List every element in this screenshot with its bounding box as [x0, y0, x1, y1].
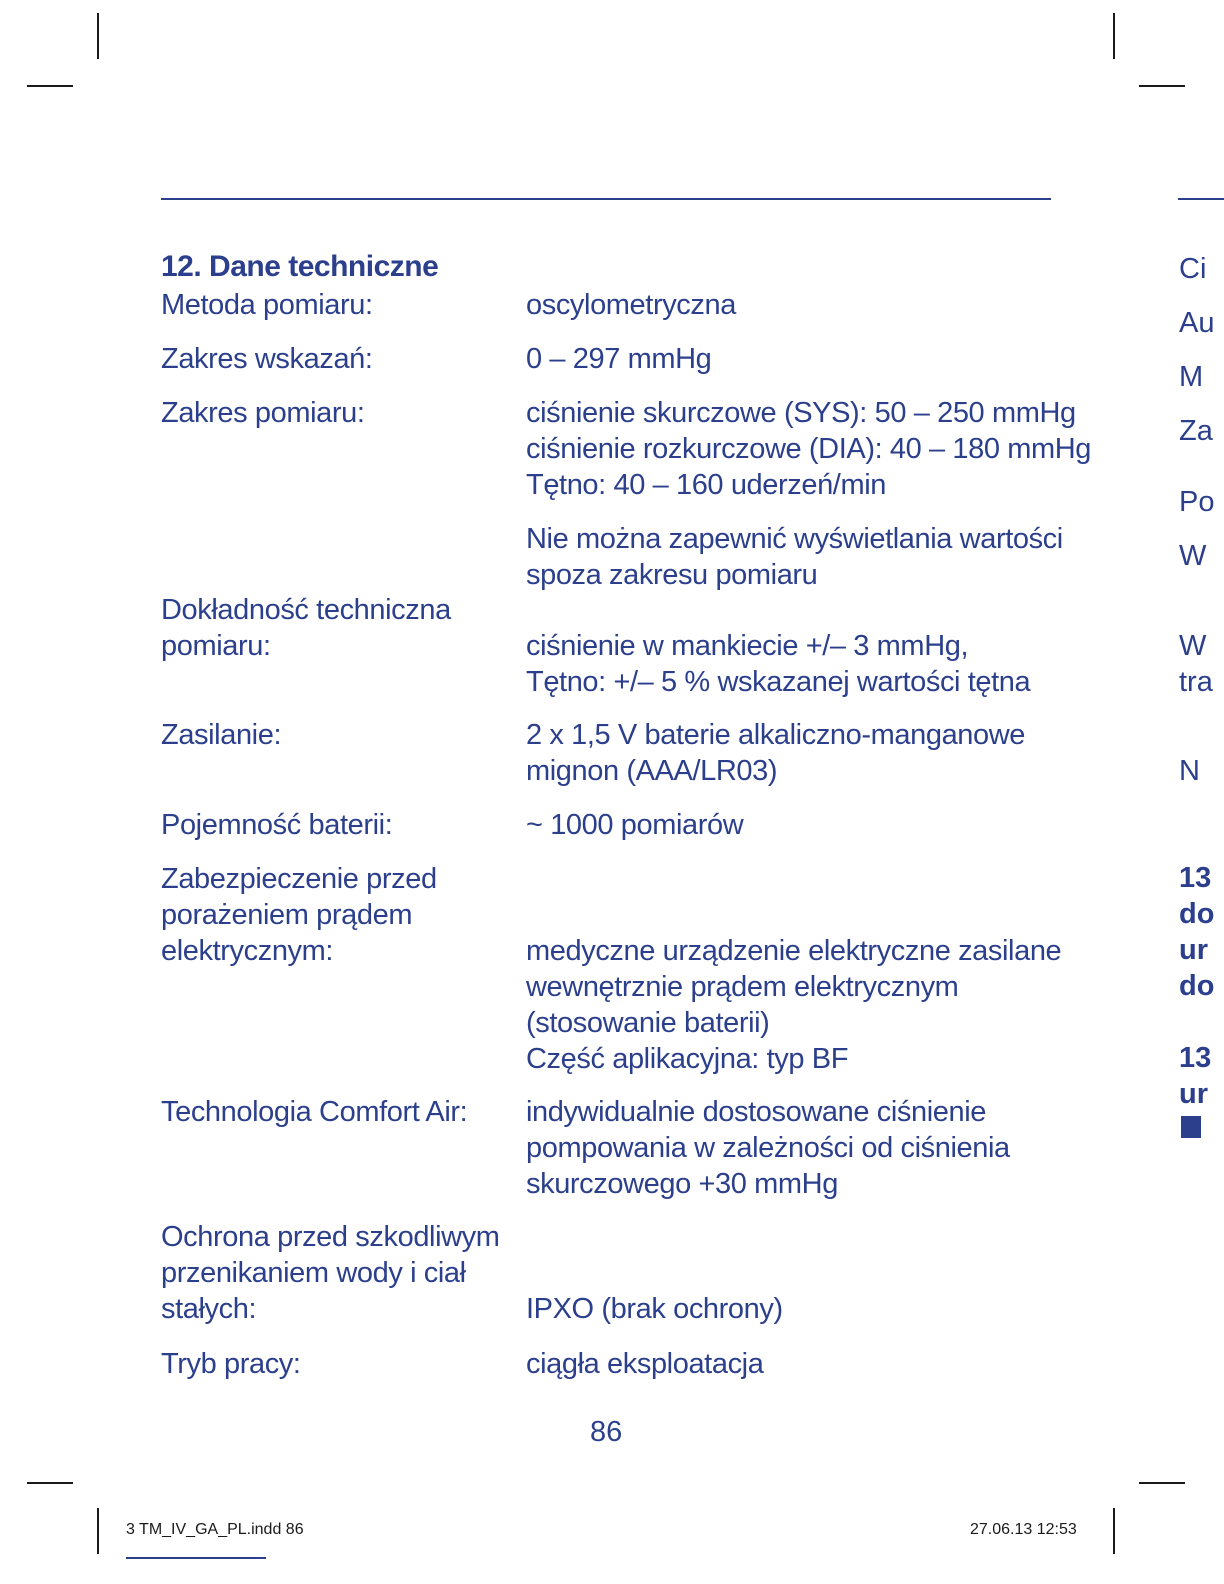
value-comfort-air: indywidualnie dostosowane ciśnienie pompowania w zależności od ciśnienia skurczowego +30 mmHg [526, 1096, 1010, 1200]
label-shock-protection: Zabezpieczenie przed porażeniem prądem elektrycznym: [161, 863, 437, 967]
adjacent-fragment: do [1179, 898, 1215, 930]
crop-mark [1139, 85, 1185, 87]
crop-mark [1113, 13, 1115, 59]
adjacent-fragment: ur [1179, 1078, 1208, 1110]
value-shock-protection: medyczne urządzenie elektryczne zasilane wewnętrznie prądem elektrycznym (stosowanie baterii) Część aplikacyjna: typ BF [526, 935, 1062, 1075]
adjacent-header-rule [1178, 198, 1224, 200]
slug-timestamp: 27.06.13 12:53 [970, 1521, 1077, 1538]
adjacent-fragment: tra [1179, 666, 1213, 698]
value-accuracy: ciśnienie w mankiecie +/– 3 mmHg, Tętno: +/– 5 % wskazanej wartości tętna [526, 630, 1031, 698]
adjacent-fragment: do [1179, 970, 1215, 1002]
label-measurement-method: Metoda pomiaru: [161, 289, 373, 321]
adjacent-fragment: N [1179, 755, 1200, 787]
slug-rule [126, 1557, 266, 1559]
value-ingress-protection: IPXO (brak ochrony) [526, 1293, 783, 1325]
value-measurement-method: oscylometryczna [526, 289, 736, 321]
value-display-range: 0 – 297 mmHg [526, 343, 712, 375]
label-accuracy: Dokładność techniczna pomiaru: [161, 594, 451, 662]
adjacent-fragment: Ci [1179, 253, 1207, 285]
crop-mark [27, 1482, 73, 1484]
label-operating-mode: Tryb pracy: [161, 1348, 301, 1380]
crop-mark [97, 1508, 99, 1554]
value-battery-capacity: ~ 1000 pomiarów [526, 809, 744, 841]
adjacent-fragment: Au [1179, 307, 1215, 339]
label-power-supply: Zasilanie: [161, 719, 282, 751]
label-ingress-protection: Ochrona przed szkodliwym przenikaniem wody i ciał stałych: [161, 1221, 500, 1325]
square-bullet-icon [1181, 1116, 1201, 1138]
crop-mark [1139, 1482, 1185, 1484]
page-number: 86 [590, 1416, 623, 1448]
adjacent-fragment: Za [1179, 415, 1213, 447]
label-battery-capacity: Pojemność baterii: [161, 809, 393, 841]
label-display-range: Zakres wskazań: [161, 343, 373, 375]
slug-file-info: 3 TM_IV_GA_PL.indd 86 [126, 1521, 304, 1538]
adjacent-fragment: 13 [1179, 1042, 1212, 1074]
header-rule [161, 198, 1051, 200]
crop-mark [1113, 1508, 1115, 1554]
label-comfort-air: Technologia Comfort Air: [161, 1096, 468, 1128]
value-measurement-range: ciśnienie skurczowe (SYS): 50 – 250 mmHg ciśnienie rozkurczowe (DIA): 40 – 180 mmHg Tętno: 40 – 160 uderzeń/min [526, 397, 1092, 501]
adjacent-fragment: Po [1179, 486, 1215, 518]
adjacent-fragment: 13 [1179, 862, 1212, 894]
adjacent-fragment: M [1179, 361, 1204, 393]
value-operating-mode: ciągła eksploatacja [526, 1348, 764, 1380]
adjacent-fragment: W [1179, 540, 1207, 572]
section-heading: 12. Dane techniczne [161, 250, 439, 283]
crop-mark [97, 13, 99, 59]
crop-mark [27, 85, 73, 87]
value-power-supply: 2 x 1,5 V baterie alkaliczno-manganowe mignon (AAA/LR03) [526, 719, 1026, 787]
adjacent-fragment: ur [1179, 934, 1208, 966]
label-measurement-range: Zakres pomiaru: [161, 397, 365, 429]
value-out-of-range-note: Nie można zapewnić wyświetlania wartości spoza zakresu pomiaru [526, 523, 1063, 591]
adjacent-fragment: W [1179, 630, 1207, 662]
